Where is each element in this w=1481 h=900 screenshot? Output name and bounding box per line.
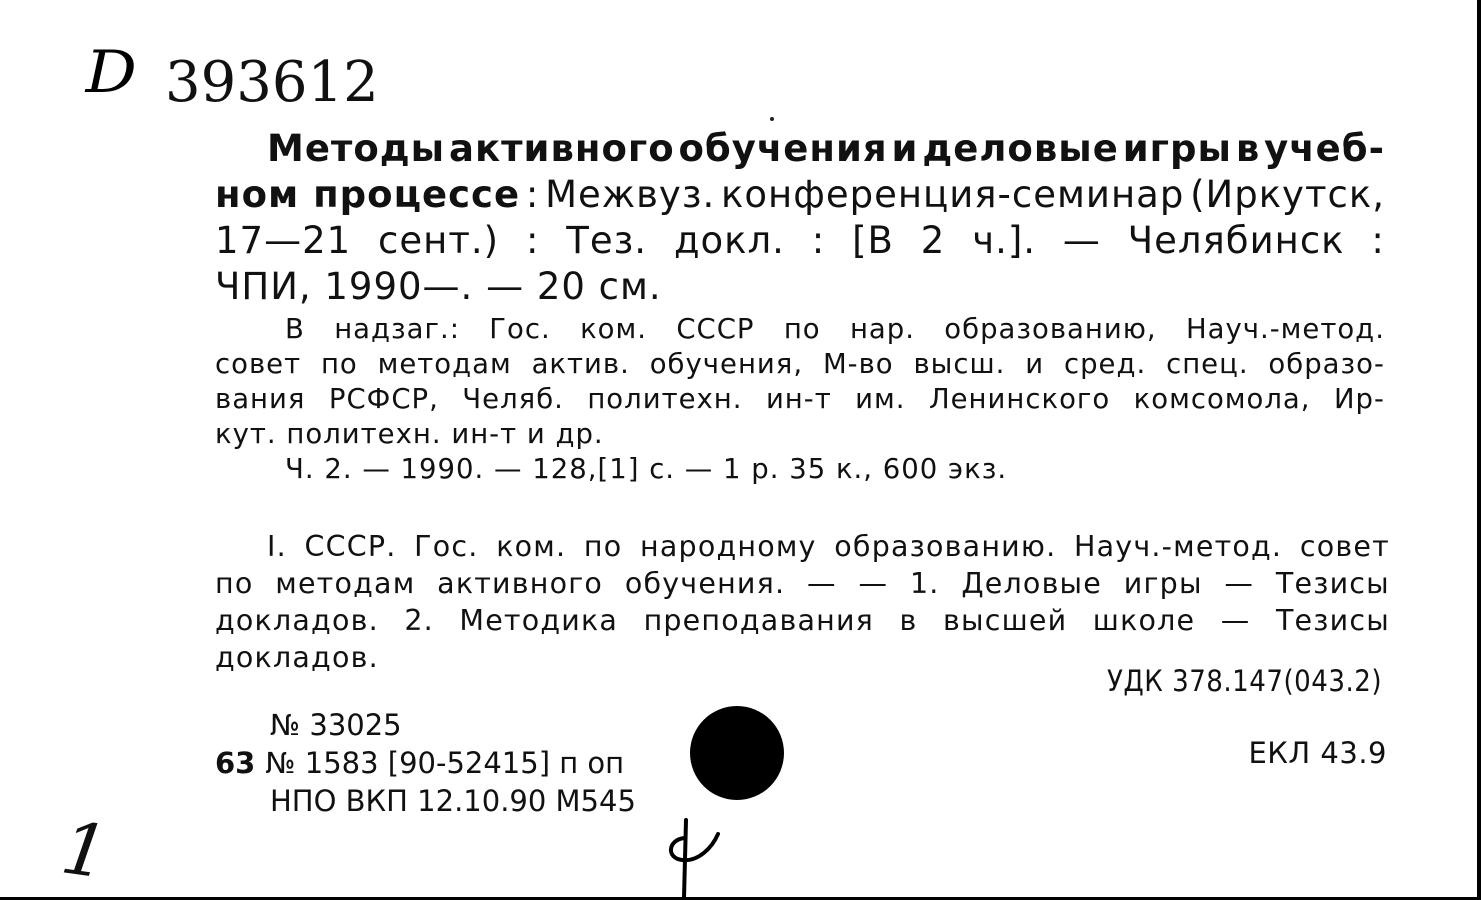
registration-line-1: № 33025 [270, 708, 402, 742]
note-block [215, 312, 1385, 487]
subject-tracings [215, 528, 1390, 676]
udk-code: УДК 378.147(043.2) [1107, 664, 1382, 698]
note-line-3: вания РСФСР, Челяб. политехн. ин-т им. Ленинского комсомола, Ир- [215, 383, 1385, 415]
subject-line-3: докладов. 2. Методика преподавания в высшей школе — Тезисы [215, 604, 1390, 637]
ekl-code: ЕКЛ 43.9 [1248, 736, 1387, 770]
title-line-1: Методы активного обучения и деловые игры в учеб- [267, 127, 1385, 170]
ink-dot [770, 117, 774, 121]
punch-hole [690, 706, 784, 800]
subject-line-2: по методам активного обучения. — — 1. Деловые игры — Тезисы [215, 567, 1390, 600]
title-line-3: 17—21 сент.) : Тез. докл. : [В 2 ч.]. — Челябинск : [215, 219, 1385, 262]
handwritten-mark-mid [660, 800, 730, 900]
title-block [215, 126, 1385, 310]
registration-line-2: 63 № 1583 [90-52415] п оп [215, 746, 625, 780]
call-number: 393612 [165, 50, 379, 115]
registration-block [215, 706, 636, 820]
handwritten-mark-left: 1 [56, 805, 114, 895]
registration-line-3: НПО ВКП 12.10.90 М545 [270, 784, 636, 818]
subject-line-4: докладов. [215, 641, 379, 674]
handwritten-prefix: D [85, 38, 137, 106]
title-line-4: ЧПИ, 1990—. — 20 см. [215, 265, 662, 308]
subject-line-1: I. СССР. Гос. ком. по народному образованию. Науч.-метод. совет [267, 530, 1390, 563]
note-line-4: кут. политехн. ин-т и др. [215, 418, 604, 450]
note-line-1: В надзаг.: Гос. ком. СССР по нар. образованию, Науч.-метод. [285, 313, 1385, 345]
title-line-2: ном процессе : Межвуз. конференция-семинар (Иркутск, [215, 173, 1385, 216]
note-line-2: совет по методам актив. обучения, М-во высш. и сред. спец. образо- [215, 348, 1385, 380]
part-description: Ч. 2. — 1990. — 128,[1] с. — 1 р. 35 к., 600 экз. [285, 453, 1008, 485]
